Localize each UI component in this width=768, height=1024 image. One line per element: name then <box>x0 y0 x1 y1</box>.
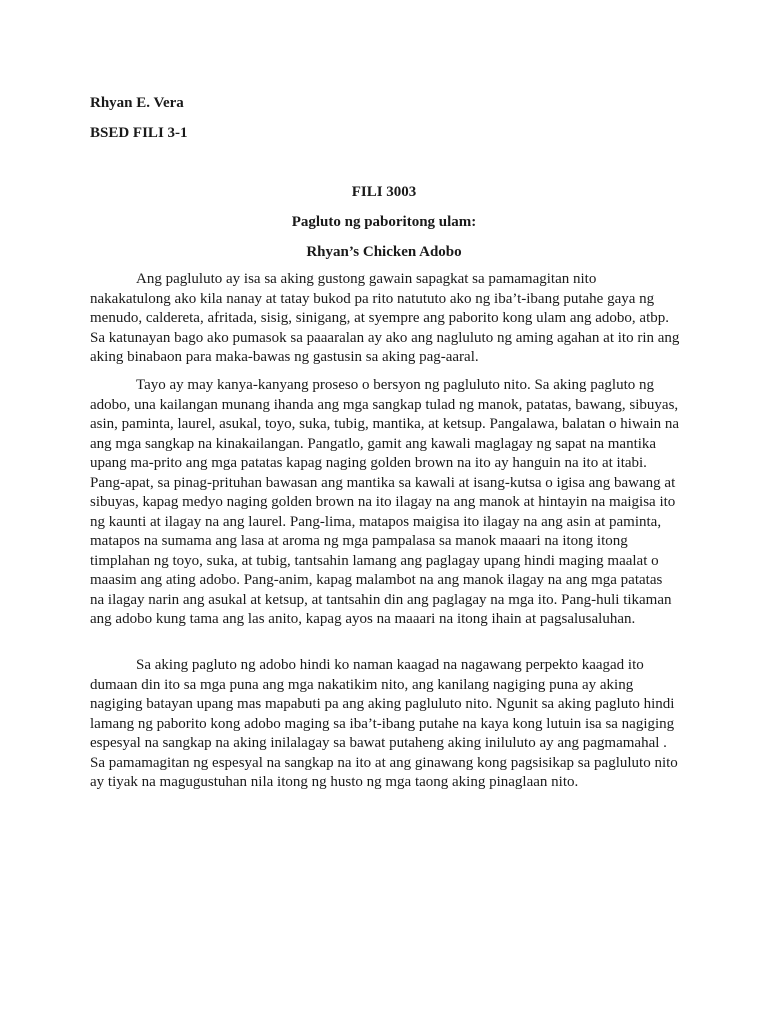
essay-body-paragraph-3 <box>90 656 680 793</box>
essay-subtitle: Rhyan’s Chicken Adobo <box>306 244 462 260</box>
author-section: BSED FILI 3-1 <box>90 125 188 141</box>
course-code: FILI 3003 <box>351 184 417 200</box>
paragraph-text: Tayo ay may kanya-kanyang proseso o bersyon ng pagluluto nito. Sa aking pagluto ng adobo, una kailangan munang ihanda ang mga sangkap tulad ng manok, patatas, bawang, sibuyas, asin, paminta, laurel, asukal, toyo, suka, tubig, mantika, at ketsup. Pangalawa, balatan o hiwain na ang mga sangkap na kinakailangan. Pangatlo, gamit ang kawali maglagay ng sapat na mantika upang ma-prito ang mga patatas kapag naging golden brown na ito ay hanguin na ito at itabi. Pang-apat, sa pinag-prituhan bawasan ang mantika sa kawali at isang-kutsa o igisa ang bawang at sibuyas, kapag medyo naging golden brown na ito ilagay na ang manok at hintayin na maigisa ito ng kaunti at ilagay na ang laurel. Pang-lima, matapos maigisa ito ilagay na ang asin at paminta, matapos na sumama ang lasa at aroma ng mga pampalasa sa manok maaari na itong itong timplahan ng toyo, suka, at tubig, tantsahin lamang ang paglagay upang hindi maging maalat o maasim ang ating adobo. Pang-anim, kapag malambot na ang manok ilagay na ang mga patatas na ilagay narin ang asukal at ketsup, at tantsahin din ang paglagay na mga ito. Pang-huli tikaman ang adobo kung tama ang las anito, kapag ayos na maaari na itong ihain at pagsalusaluhan. <box>90 377 680 627</box>
essay-title: Pagluto ng paboritong ulam: <box>291 214 477 230</box>
paragraph-text: Ang pagluluto ay isa sa aking gustong gawain sapagkat sa pamamagitan nito nakakatulong ako kila nanay at tatay bukod pa rito natututo ako ng iba’t-ibang putahe gaya ng menudo, caldereta, afritada, sisig, sinigang, at syempre ang paborito kong ulam ang adobo, atbp. Sa katunayan bago ako pumasok sa paaaralan ay ako ang nagluluto ng aming agahan at ito rin ang aking binabaon para maka-bawas ng gastusin sa aking pag-aaral. <box>90 271 680 365</box>
essay-body-paragraph-1 <box>90 270 680 368</box>
paragraph-text: Sa aking pagluto ng adobo hindi ko naman kaagad na nagawang perpekto kaagad ito dumaan din ito sa mga puna ang mga nakatikim nito, ang kanilang nagiging puna ay aking nagiging batayan upang mas mapabuti pa ang aking pagluluto nito. Ngunit sa aking pagluto hindi lamang ng paborito kong adobo maging sa iba’t-ibang putahe na kaya kong lutuin isa sa nagiging espesyal na sangkap na aking inilalagay sa bawat putaheng aking iniluluto ay ang pagmamahal . Sa pamamagitan ng espesyal na sangkap na ito at ang ginawang kong pagsisikap sa pagluluto nito ay tiyak na magugustuhan nila itong ng husto ng mga taong aking pinaglaan nito. <box>90 657 678 790</box>
essay-body-paragraph-2 <box>90 376 680 630</box>
author-name: Rhyan E. Vera <box>90 95 184 111</box>
